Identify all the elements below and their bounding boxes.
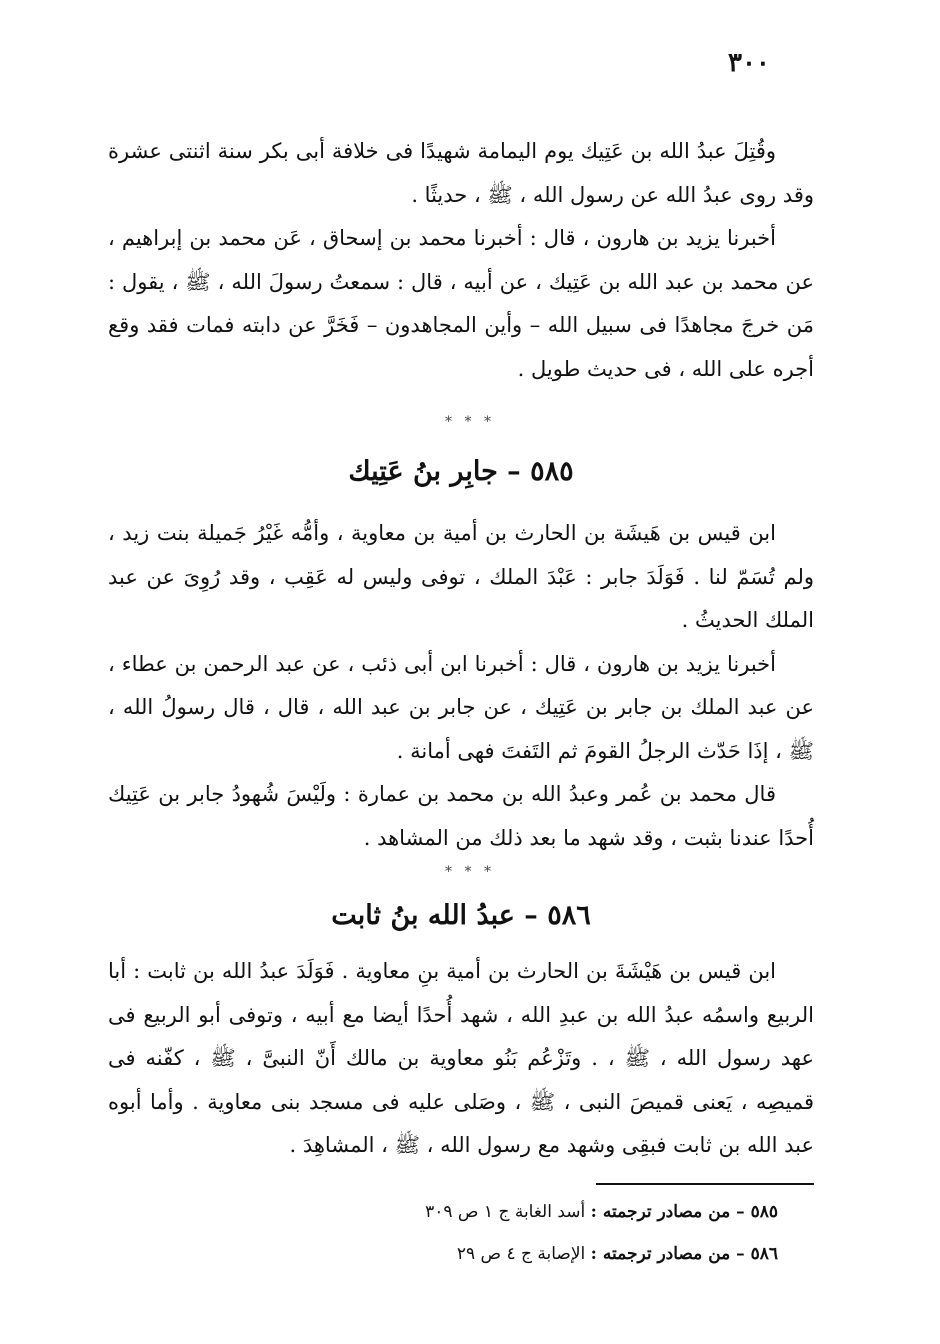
entry-heading-586: ٥٨٦ – عبدُ الله بنُ ثابت (331, 900, 591, 931)
paragraph: أخبرنا يزيد بن هارون ، قال : أخبرنا محمد بن إسحاق ، عَن محمد بن إبراهيم ، عن محمد بن عبد الله بن عَتِيك ، عن أبيه ، قال : سمعتُ رسولَ الله ، ﷺ ، يقول : مَن خرجَ مجاهدًا فى سبيل الله – وأين المجاهدون – فَخَرَّ عن دابته فمات فقد وقع أجره على الله ، فى حديث طويل . (108, 226, 814, 381)
section-separator: * * * (445, 864, 495, 880)
paragraph: قال محمد بن عُمر وعبدُ الله بن محمد بن عمارة : ولَيْسَ شُهودُ جابر بن عَتِيك أُحدًا عندنا بثبت ، وقد شهد ما بعد ذلك من المشاهد . (108, 782, 814, 850)
paragraph: وقُتِلَ عبدُ الله بن عَتِيك يوم اليمامة شهيدًا فى خلافة أبى بكر سنة اثنتى عشرة وقد روى عبدُ الله عن رسول الله ، ﷺ ، حديثًا . (108, 139, 814, 207)
entry-heading-585: ٥٨٥ – جابِر بنُ عَتِيك (348, 456, 574, 487)
entry-586-text-block (108, 950, 814, 1168)
footnote-source: الإصابة ج ٤ ص ٢٩ (456, 1244, 586, 1264)
footnote-divider (596, 1183, 814, 1185)
intro-text-block (108, 130, 814, 391)
section-separator: * * * (445, 414, 495, 430)
footnote-label: ٥٨٥ – من مصادر ترجمته : (590, 1202, 778, 1222)
footnotes (300, 1198, 778, 1282)
paragraph: ابن قيس بن هَيشَة بن الحارث بن أمية بن معاوية ، وأمُّه غَيْرُ جَميلة بنت زيد ، ولم تُسَمّ لنا . فَوَلَدَ جابر : عَبْدَ الملك ، توفى وليس له عَقِب ، وقد رُوِىَ عن عبد الملك الحديثُ . (108, 521, 814, 632)
footnote (300, 1240, 778, 1282)
entry-585-text-block (108, 512, 814, 860)
footnote (300, 1198, 778, 1240)
footnote-source: أسد الغابة ج ١ ص ٣٠٩ (425, 1202, 586, 1222)
footnote-label: ٥٨٦ – من مصادر ترجمته : (590, 1244, 778, 1264)
paragraph: ابن قيس بن هَيْشَةَ بن الحارث بن أمية بنِ معاوية . فَوَلَدَ عبدُ الله بن ثابت : أبا الربيع واسمُه عبدُ الله بن عبدِ الله ، شهد أُحدًا أيضا مع أبيه ، وتوفى أبو الربيع فى عهد رسول الله ، ﷺ ، . وتَزْعُم بَنُو معاوية بن مالك أَنّ النبىَّ ، ﷺ ، كفّنه فى قميصِه ، يَعنى قميصَ النبى ، ﷺ ، وصَلى عليه فى مسجد بنى معاوية . وأما أبوه عبد الله بن ثابت فبقِى وشهد مع رسول الله ، ﷺ ، المشاهِدَ . (108, 959, 814, 1157)
page-number: ٣٠٠ (728, 48, 770, 78)
paragraph: أخبرنا يزيد بن هارون ، قال : أخبرنا ابن أبى ذئب ، عن عبد الرحمن بن عطاء ، عن عبد الملك بن جابر بن عَتِيك ، عن جابر بن عبد الله ، قال ، قال رسولُ الله ، ﷺ ، إذَا حَدّث الرجلُ القومَ ثم التَفتَ فهى أمانة . (108, 651, 814, 763)
